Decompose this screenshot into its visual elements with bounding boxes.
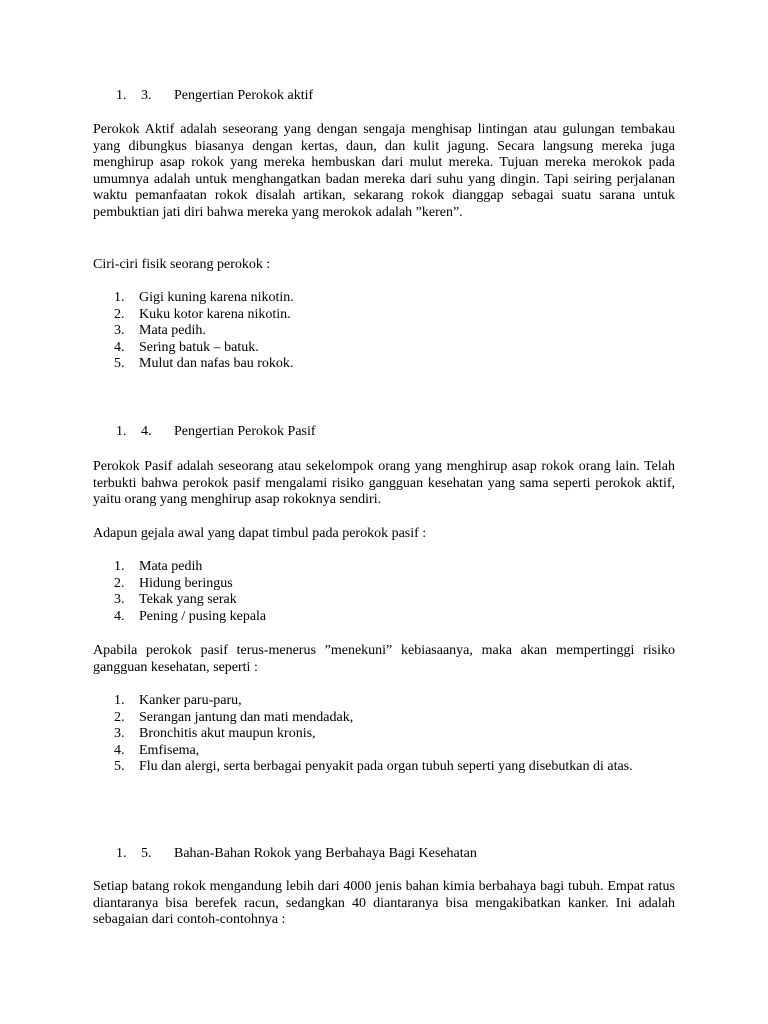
heading-subnumber: 5. — [141, 846, 152, 861]
paragraph-perokok-pasif: Perokok Pasif adalah seseorang atau sekelompok orang yang menghirup asap rokok orang lain. Telah terbukti bahwa perokok pasif mengalami risiko gangguan kesehatan yang sama seperti perokok aktif, yaitu orang yang menghirup asap rokoknya sendiri. — [93, 459, 675, 507]
list-item: 1. Kanker paru-paru, — [114, 693, 242, 708]
section-heading-4 — [116, 424, 676, 441]
list-intro-ciri-ciri: Ciri-ciri fisik seorang perokok : — [93, 257, 271, 272]
section-heading-3 — [116, 88, 676, 105]
list-intro-gejala: Adapun gejala awal yang dapat timbul pada perokok pasif : — [93, 526, 427, 541]
list-item: 4. Pening / pusing kepala — [114, 608, 267, 624]
section-heading-5 — [116, 846, 676, 863]
heading-number: 1. — [116, 88, 127, 103]
paragraph-bahan-rokok: Setiap batang rokok mengandung lebih dari 4000 jenis bahan kimia berbahaya bagi tubuh. Empat ratus diantaranya bisa berefek racun, sedangkan 40 diantaranya bisa mengakibatkan kanker. Ini adalah sebagaian dari contoh-contohnya : — [93, 879, 675, 927]
heading-subnumber: 3. — [141, 88, 152, 103]
list-ciri-ciri — [114, 290, 675, 373]
list-item: 4. Emfisema, — [114, 742, 200, 758]
heading-subnumber: 4. — [141, 424, 152, 439]
list-risiko — [114, 693, 675, 776]
list-item: 3. Bronchitis akut maupun kronis, — [114, 726, 316, 741]
list-item: 1. Gigi kuning karena nikotin. — [114, 290, 294, 305]
list-item: 2. Kuku kotor karena nikotin. — [114, 306, 291, 322]
heading-title: Pengertian Perokok Pasif — [174, 424, 316, 439]
paragraph-risiko: Apabila perokok pasif terus-menerus ”menekuni” kebiasaanya, maka akan mempertinggi risiko gangguan kesehatan, seperti : — [93, 643, 675, 675]
list-item: 2. Hidung beringus — [114, 575, 233, 591]
heading-title: Pengertian Perokok aktif — [174, 88, 314, 103]
list-item: 2. Serangan jantung dan mati mendadak, — [114, 709, 354, 725]
list-item: 3. Tekak yang serak — [114, 592, 237, 607]
paragraph-perokok-aktif: Perokok Aktif adalah seseorang yang dengan sengaja menghisap lintingan atau gulungan tembakau yang dibungkus biasanya dengan kertas, daun, dan kulit jagung. Secara langsung mereka juga menghirup asap rokok yang mereka hembuskan dari mulut mereka. Tujuan mereka merokok pada umumnya adalah untuk menghangatkan badan mereka dari suhu yang dingin. Tapi seiring perjalanan waktu pemanfaatan rokok disalah artikan, sekarang rokok dianggap sebagai suatu sarana untuk pembuktian jati diri bahwa mereka yang merokok adalah ”keren”. — [93, 122, 675, 220]
list-item: 1. Mata pedih — [114, 559, 203, 574]
heading-title: Bahan-Bahan Rokok yang Berbahaya Bagi Kesehatan — [174, 846, 477, 861]
list-item: 5. Flu dan alergi, serta berbagai penyakit pada organ tubuh seperti yang disebutkan di atas. — [114, 759, 633, 774]
heading-number: 1. — [116, 846, 127, 861]
list-item: 5. Mulut dan nafas bau rokok. — [114, 356, 294, 371]
list-item: 3. Mata pedih. — [114, 323, 206, 338]
heading-number: 1. — [116, 424, 127, 439]
list-item: 4. Sering batuk – batuk. — [114, 339, 259, 355]
list-gejala — [114, 559, 675, 625]
